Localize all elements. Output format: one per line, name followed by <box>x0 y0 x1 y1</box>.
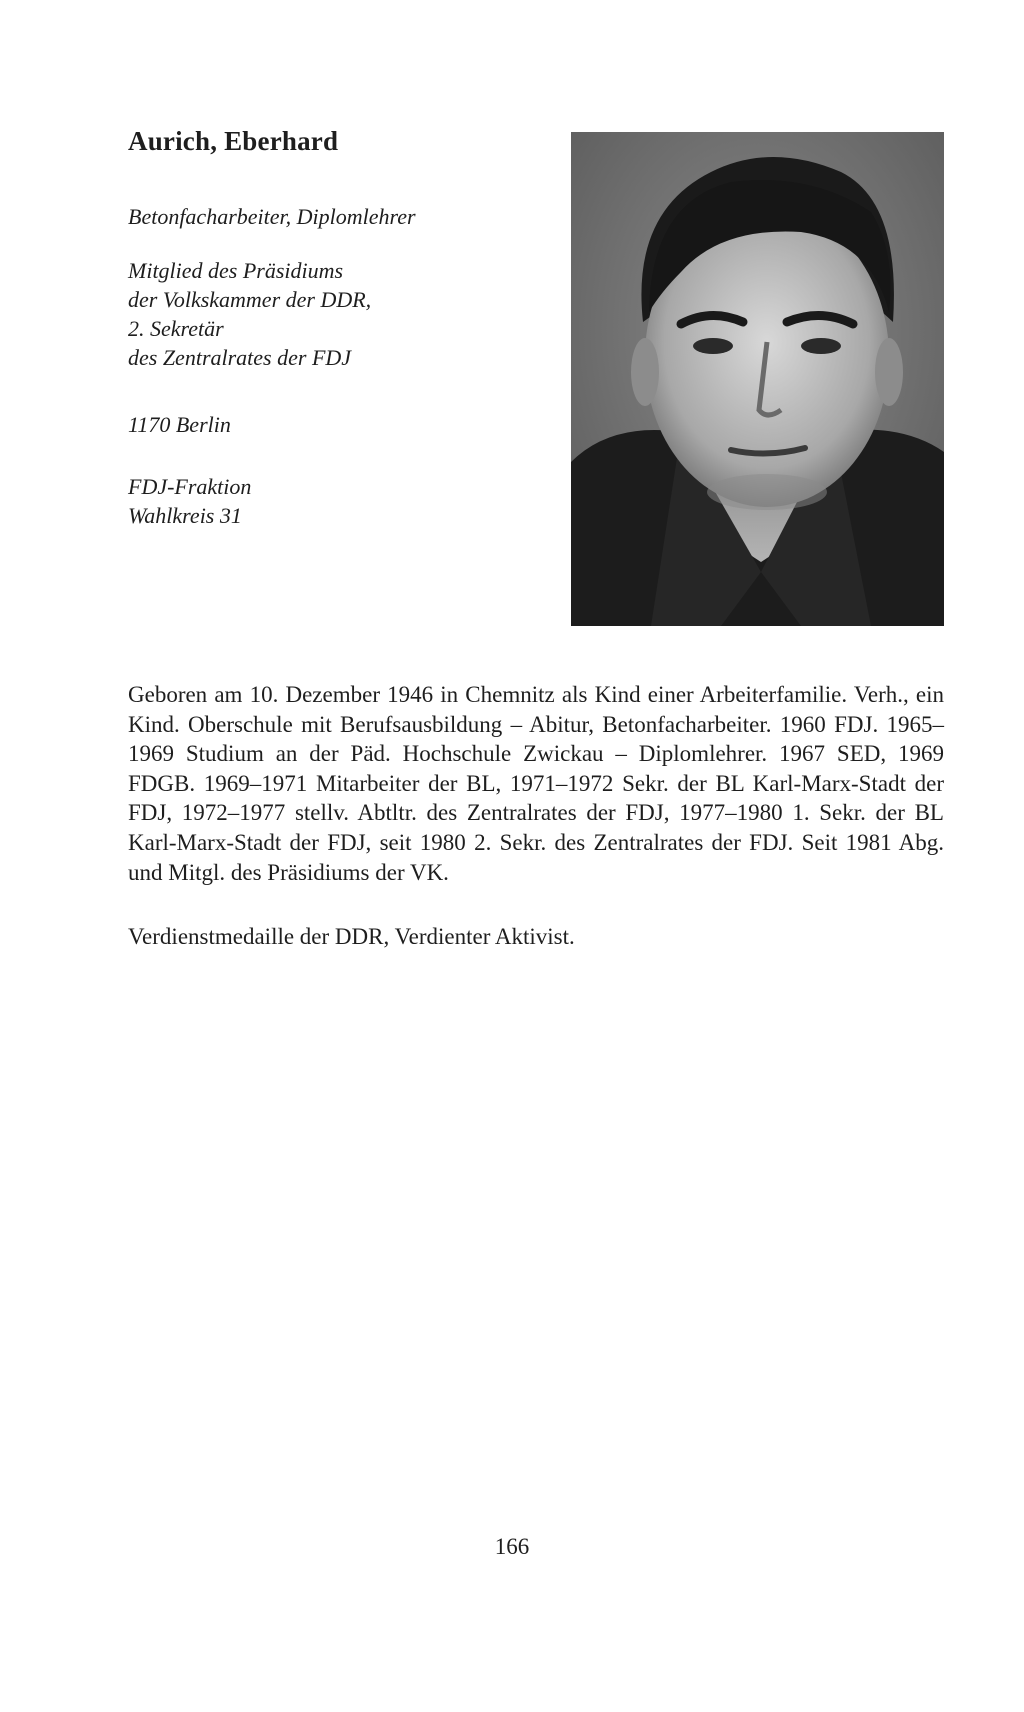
profession <box>128 202 558 231</box>
awards: Verdienstmedaille der DDR, Verdienter Aktivist. <box>128 924 575 949</box>
page-number: 166 <box>494 1534 530 1559</box>
portrait-photo <box>571 132 944 626</box>
faction-text: FDJ-Fraktion <box>128 474 252 499</box>
constituency-text: Wahlkreis 31 <box>128 503 242 528</box>
position-line: der Volkskammer der DDR, <box>128 287 372 312</box>
position-line: des Zentralrates der FDJ <box>128 345 352 370</box>
address-text: 1170 Berlin <box>128 412 231 437</box>
positions-block <box>128 256 558 372</box>
biography-text: Geboren am 10. Dezember 1946 in Chemnitz als Kind einer Arbeiterfamilie. Verh., ein Kind. Oberschule mit Berufsausbildung – Abitur, Betonfacharbeiter. 1960 FDJ. 1965–1969 Studium an der Päd. Hochschule Zwickau – Diplomlehrer. 1967 SED, 1969 FDGB. 1969–1971 Mitarbeiter der BL, 1971–1972 Sekr. der BL Karl-Marx-Stadt der FDJ, 1972–1977 stellv. Abtltr. des Zentralrates der FDJ, 1977–1980 1. Sekr. der BL Karl-Marx-Stadt der FDJ, seit 1980 2. Sekr. des Zentralrates der FDJ. Seit 1981 Abg. und Mitgl. des Präsidiums der VK. <box>128 682 944 885</box>
faction-block <box>128 472 558 530</box>
position-line: 2. Sekretär <box>128 316 224 341</box>
biography <box>128 680 944 887</box>
profession-text: Betonfacharbeiter, Diplomlehrer <box>128 204 416 229</box>
person-name: Aurich, Eberhard <box>128 126 339 156</box>
position-line: Mitglied des Präsidiums <box>128 258 344 283</box>
address-block <box>128 410 558 439</box>
portrait-image <box>571 132 944 626</box>
